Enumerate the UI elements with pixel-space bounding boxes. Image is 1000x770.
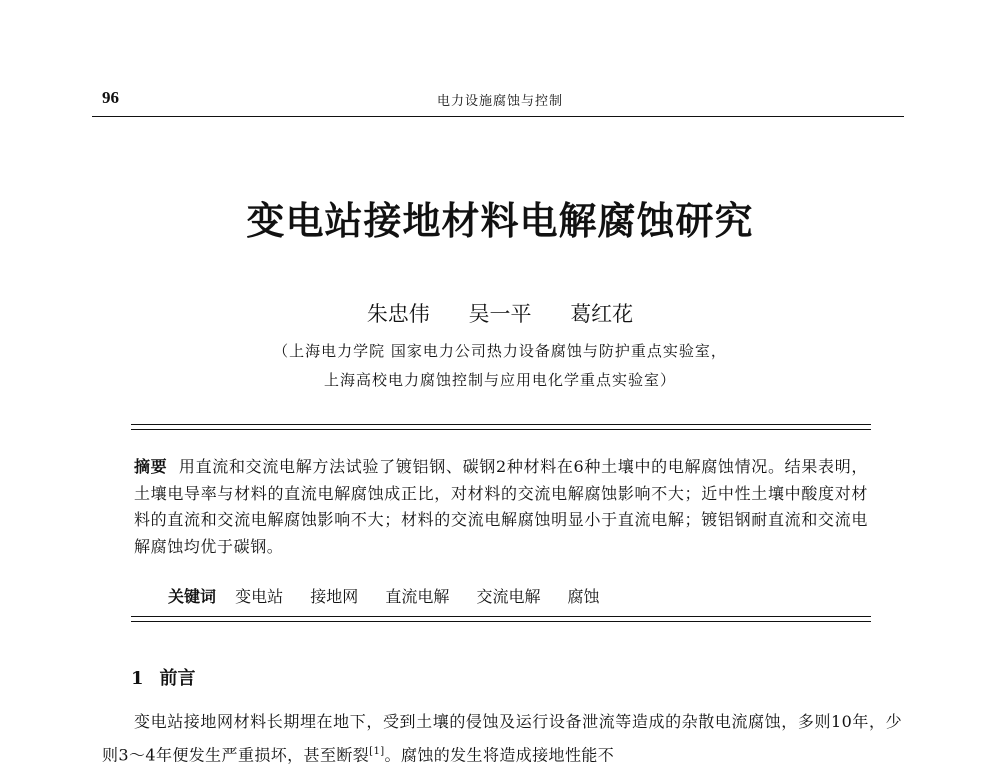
section-title: 前言 — [159, 668, 196, 689]
author-name: 葛红花 — [570, 302, 634, 326]
affiliation-line: 上海高校电力腐蚀控制与应用电化学重点实验室） — [323, 371, 676, 389]
author-name: 朱忠伟 — [366, 302, 430, 326]
author-list — [0, 298, 1000, 328]
keyword: 腐蚀 — [567, 587, 600, 606]
body-paragraph — [102, 707, 902, 770]
section-number: 1 — [131, 668, 144, 689]
section-heading — [131, 664, 196, 690]
author-name: 吴一平 — [468, 302, 532, 326]
keyword: 变电站 — [235, 587, 284, 606]
keywords-label: 关键词 — [168, 587, 217, 606]
abstract-block — [134, 454, 868, 560]
affiliation-line: （上海电力学院 国家电力公司热力设备腐蚀与防护重点实验室， — [273, 342, 727, 360]
page-number: 96 — [102, 88, 119, 107]
keyword: 交流电解 — [476, 587, 541, 606]
article-title: 变电站接地材料电解腐蚀研究 — [246, 198, 754, 243]
keyword: 接地网 — [310, 587, 359, 606]
abstract-text: 用直流和交流电解方法试验了镀铝钢、碳钢2种材料在6种土壤中的电解腐蚀情况。结果表明，土壤电导率与材料的直流电解腐蚀成正比，对材料的交流电解腐蚀影响不大；近中性土壤中酸度对材料的直流和交流电解腐蚀影响不大；材料的交流电解腐蚀明显小于直流电解；镀铝钢耐直流和交流电解腐蚀均优于碳钢。 — [134, 457, 868, 556]
body-text-part: 。腐蚀的发生将造成接地性能不 — [384, 745, 615, 765]
abstract-bottom-rule — [131, 616, 871, 622]
abstract-label: 摘要 — [134, 457, 168, 476]
abstract-top-rule — [131, 424, 871, 430]
header-rule — [92, 116, 904, 117]
keyword: 直流电解 — [385, 587, 450, 606]
citation-marker: [1] — [369, 746, 385, 757]
keywords-block — [168, 584, 622, 607]
running-title: 电力设施腐蚀与控制 — [436, 94, 563, 109]
body-text-part: 变电站接地网材料长期埋在地下，受到土壤的侵蚀及运行设备泄流等造成的杂散电流腐蚀，多则10年，少则3～4年便发生严重损坏，甚至断裂 — [102, 712, 902, 765]
